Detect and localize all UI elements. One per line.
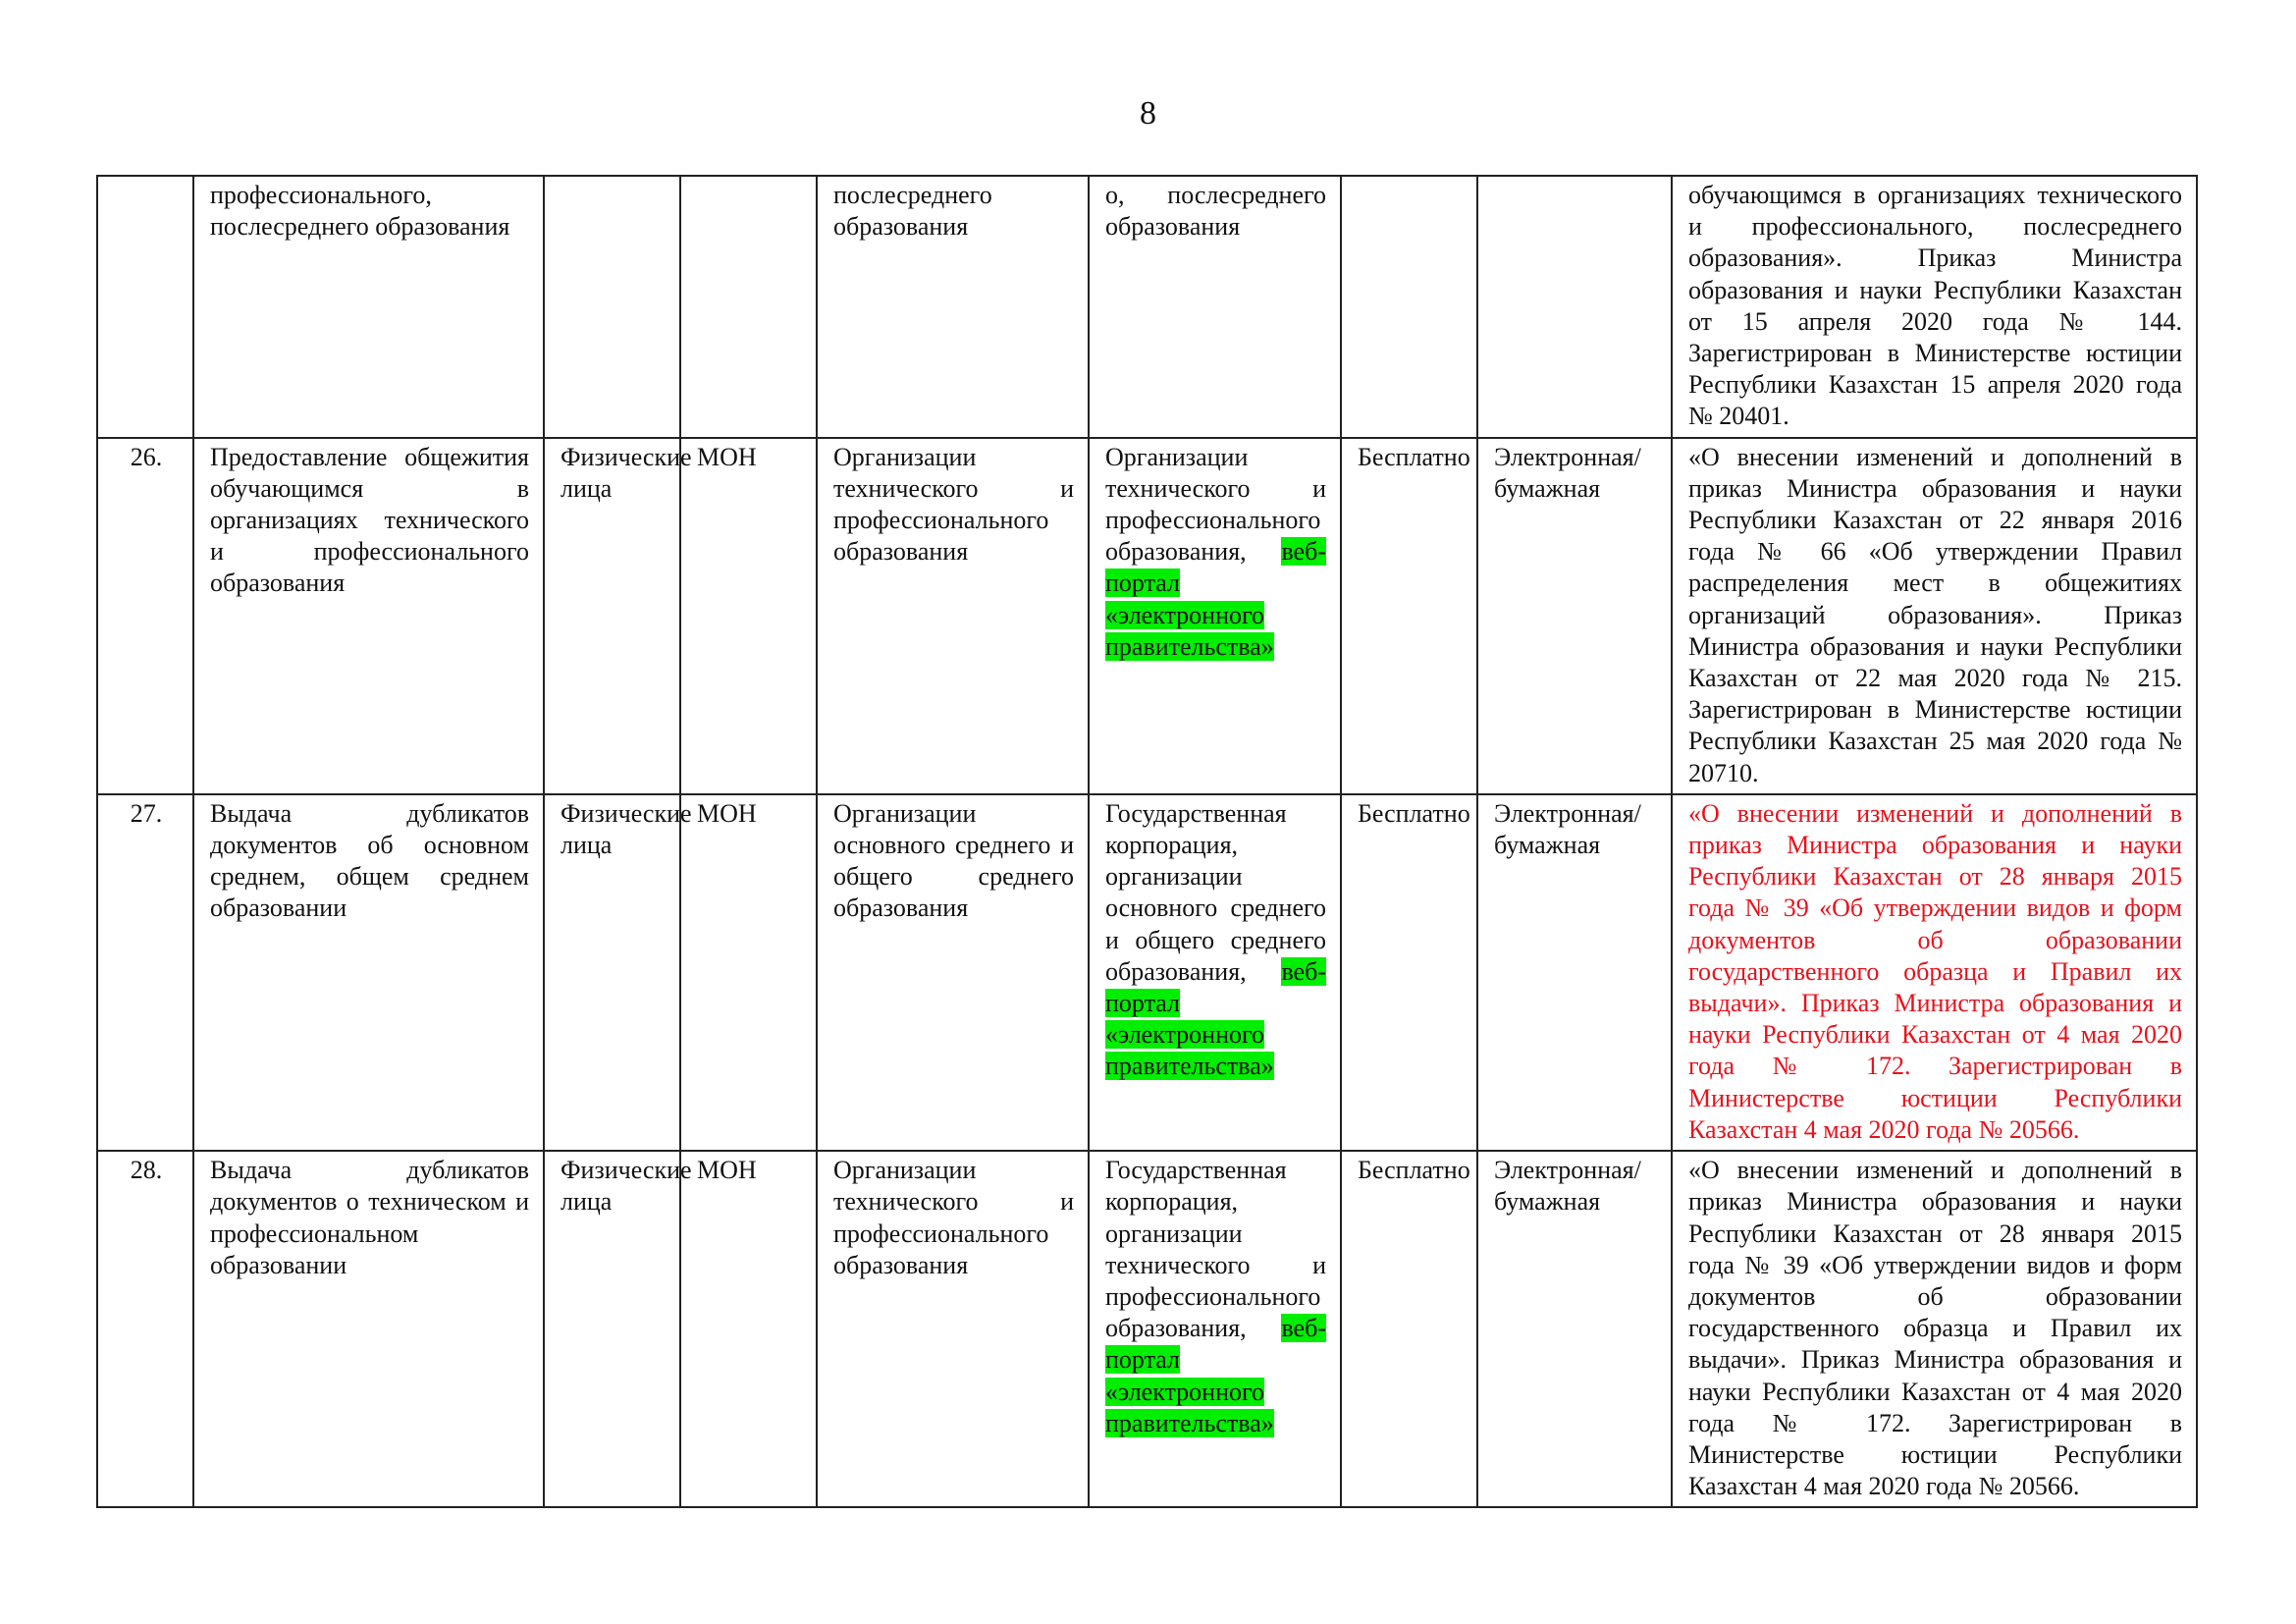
delivery-cell [1089,438,1341,794]
form-cell: Электронная/ бумажная [1477,794,1672,1151]
row-number-cell: 28. [97,1151,193,1507]
provider-cell: Организации технического и профессионального образования [817,1151,1089,1507]
service-name-cell: профессионального, послесреднего образования [193,176,544,438]
row-number-cell [97,176,193,438]
service-name-cell: Предоставление общежития обучающимся в организациях технического и профессионального образования [193,438,544,794]
legal-basis-cell: «О внесении изменений и дополнений в приказ Министра образования и науки Республики Казахстан от 28 января 2015 года № 39 «Об утверждении видов и форм документов об образовании государственного образца и Правил их выдачи». Приказ Министра образования и науки Республики Казахстан от 4 мая 2020 года № 172. Зарегистрирован в Министерстве юстиции Республики Казахстан 4 мая 2020 года № 20566. [1672,1151,2197,1507]
row-number-cell: 27. [97,794,193,1151]
cost-cell: Бесплатно [1341,438,1477,794]
table-row-continuation [97,176,2197,438]
form-cell: Электронная/ бумажная [1477,1151,1672,1507]
recipient-cell: Физические лица [544,1151,680,1507]
legal-basis-cell: «О внесении изменений и дополнений в приказ Министра образования и науки Республики Казахстан от 28 января 2015 года № 39 «Об утверждении видов и форм документов об образовании государственного образца и Правил их выдачи». Приказ Министра образования и науки Республики Казахстан от 4 мая 2020 года № 172. Зарегистрирован в Министерстве юстиции Республики Казахстан 4 мая 2020 года № 20566. [1672,794,2197,1151]
page-number: 8 [1140,95,1156,132]
agency-cell [680,176,817,438]
portal-highlight: веб-портал «электронного правительства» [1105,537,1326,661]
cost-cell: Бесплатно [1341,794,1477,1151]
table-row [97,438,2197,794]
delivery-text: Организации технического и профессионального образования, [1105,442,1326,567]
agency-cell: МОН [680,794,817,1151]
services-table [96,175,2198,1508]
provider-cell: Организации технического и профессионального образования [817,438,1089,794]
delivery-text: Государственная корпорация, организации технического и профессионального образования, [1105,1156,1326,1343]
delivery-cell [1089,794,1341,1151]
provider-cell: Организации основного среднего и общего среднего образования [817,794,1089,1151]
portal-highlight: веб-портал «электронного правительства» [1105,1314,1326,1437]
service-name-cell: Выдача дубликатов документов об основном среднем, общем среднем образовании [193,794,544,1151]
cost-cell [1341,176,1477,438]
row-number-cell: 26. [97,438,193,794]
agency-cell: МОН [680,438,817,794]
form-cell: Электронная/ бумажная [1477,438,1672,794]
legal-basis-cell: обучающимся в организациях технического и профессионального, послесреднего образования». Приказ Министра образования и науки Республики Казахстан от 15 апреля 2020 года № 144. Зарегистрирован в Министерстве юстиции Республики Казахстан 15 апреля 2020 года № 20401. [1672,176,2197,438]
portal-highlight: веб-портал «электронного правительства» [1105,956,1326,1081]
recipient-cell: Физические лица [544,438,680,794]
cost-cell: Бесплатно [1341,1151,1477,1507]
table-row [97,794,2197,1151]
table-row [97,1151,2197,1507]
service-name-cell: Выдача дубликатов документов о техническом и профессиональном образовании [193,1151,544,1507]
form-cell [1477,176,1672,438]
delivery-text: Государственная корпорация, организации основного среднего и общего среднего образования, [1105,798,1326,986]
recipient-cell: Физические лица [544,794,680,1151]
recipient-cell [544,176,680,438]
delivery-cell: о, послесреднего образования [1089,176,1341,438]
provider-cell: послесреднего образования [817,176,1089,438]
agency-cell: МОН [680,1151,817,1507]
delivery-cell [1089,1151,1341,1507]
legal-basis-cell: «О внесении изменений и дополнений в приказ Министра образования и науки Республики Казахстан от 22 января 2016 года № 66 «Об утверждении Правил распределения мест в общежитиях организаций образования». Приказ Министра образования и науки Республики Казахстан от 22 мая 2020 года № 215. Зарегистрирован в Министерстве юстиции Республики Казахстан 25 мая 2020 года № 20710. [1672,438,2197,794]
